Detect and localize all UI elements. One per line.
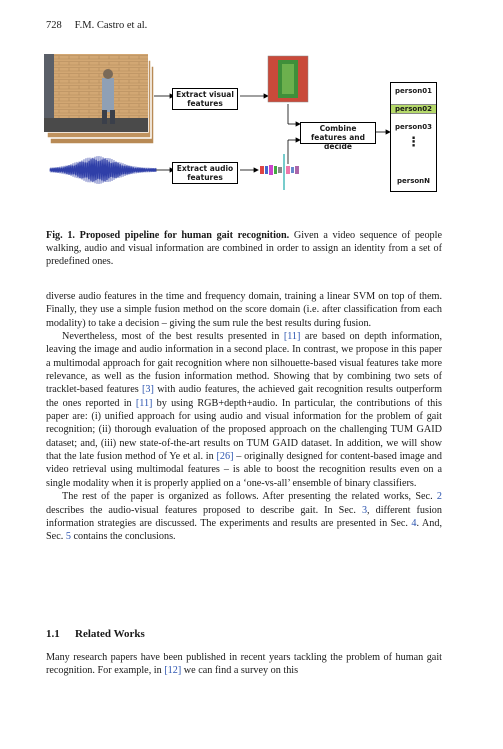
identity-list	[390, 82, 437, 192]
caption-text: Given a video sequence of people walking, audio and visual information are combined in order to assign an identity from a set of predefined ones.	[46, 230, 442, 268]
body-text	[46, 290, 442, 544]
citation-12[interactable]: [12]	[164, 665, 182, 677]
paragraph-2	[46, 330, 442, 490]
section-title: Related Works	[75, 628, 145, 640]
caption-title: Proposed pipeline for human gait recognition.	[79, 230, 290, 241]
figure-caption	[46, 229, 442, 269]
text: Many research papers have been published in recent years tackling the problem of human gait recognition. For example, in	[46, 652, 442, 677]
paragraph-related	[46, 651, 442, 678]
citation-3[interactable]: [3]	[142, 384, 154, 396]
section-link-5[interactable]: 5	[65, 531, 71, 543]
text: are based on depth information, leaving the image and audio information in a second place. In contrast, we propose in this paper a multimodal approach for gait recognition where non silhouette-based visual features take more relevance, as well as the fusion information method. Showing that by combining two sets of tracklet-based features	[46, 331, 442, 396]
running-title: F.M. Castro et al.	[74, 20, 148, 31]
caption-label: Fig. 1.	[46, 230, 75, 241]
identity-person02: person02	[391, 104, 436, 114]
section-link-4[interactable]: 4	[411, 517, 417, 529]
citation-11[interactable]: [11]	[283, 331, 301, 343]
paragraph-1: diverse audio features in the time and frequency domain, training a linear SVM on top of them. Finally, they use a simple fusion method on the score domain (i.e. after classification from each modality) to take a decision – giving the sum rule the best results during fusion.	[46, 291, 442, 329]
identity-personN: personN	[396, 177, 431, 185]
identity-person03: person03	[395, 123, 432, 131]
identity-person01: person01	[395, 87, 432, 95]
pipeline-figure	[44, 44, 464, 219]
text: we can find a survey on this	[181, 665, 299, 677]
text: , different fusion information strategies are discussed. The experiments and results are presented in Sec.	[46, 504, 442, 529]
ellipsis-dots: ⋮	[407, 135, 420, 150]
text: – originally designed for content-based image and video retrieval using multimodal features – is able to boost the recognition results even on a single modality when it is properly applied on a ‘one-vs-all’ ensemble of binary classifiers.	[46, 451, 442, 489]
page-number: 728	[46, 20, 62, 31]
audio-waveform	[50, 156, 156, 184]
section-heading	[46, 628, 145, 640]
video-frames	[44, 54, 154, 144]
extract-visual-box: Extract visual features	[172, 88, 238, 110]
section-link-3[interactable]: 3	[361, 504, 368, 516]
audio-feature-strip	[260, 154, 299, 190]
waveform-path	[50, 156, 156, 184]
combine-decide-box: Combine features and decide	[300, 122, 376, 144]
citation-11[interactable]: [11]	[135, 397, 153, 409]
extract-audio-box: Extract audio features	[172, 162, 238, 184]
text: describes the audio-visual features proposed to describe gait. In Sec.	[46, 504, 362, 516]
text: contains the conclusions.	[70, 531, 176, 543]
section-number: 1.1	[46, 628, 60, 640]
text: by using RGB+depth+audio. In particular, the contributions of this paper are: (i) unified approach for using audio and visual information for the problem of gait recognition; (ii) thorough evaluation of the proposed approach on the challenging TUM GAID dataset; and, (iii) new state-of-the-art results on TUM GAID dataset. In addition, we will show that the late fusion method of Ye et al. in	[46, 397, 442, 463]
paragraph-3	[46, 490, 442, 543]
related-works-text	[46, 651, 442, 678]
text: with audio features, the achieved gait recognition results outperform the ones reported in	[46, 384, 442, 409]
text: The rest of the paper is organized as follows. After presenting the related works, Sec.	[62, 491, 437, 503]
page-header	[46, 20, 147, 31]
text: . And, Sec.	[46, 517, 442, 543]
section-link-2[interactable]: 2	[436, 491, 442, 503]
citation-26[interactable]: [26]	[216, 451, 234, 463]
visual-feature-map	[268, 56, 308, 102]
text: Nevertheless, most of the best results presented in	[62, 331, 284, 343]
